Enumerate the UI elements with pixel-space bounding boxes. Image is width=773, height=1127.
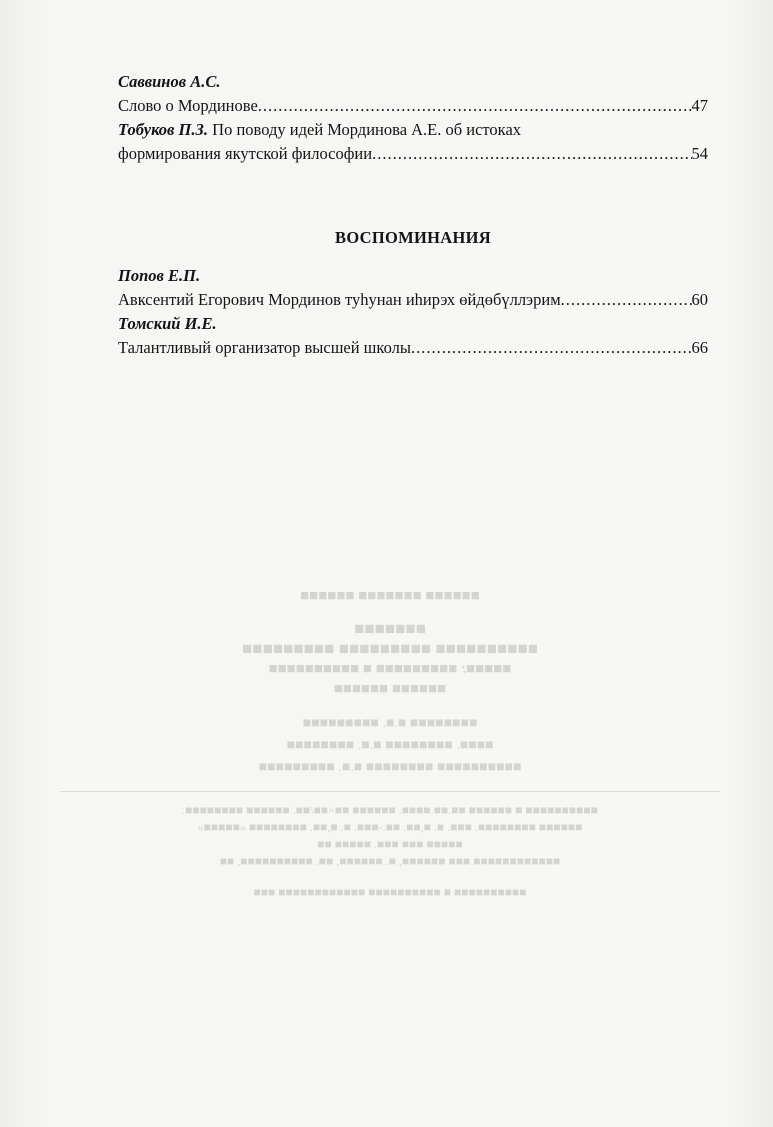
toc-author: Саввинов А.С. xyxy=(118,72,221,91)
leader-dots xyxy=(372,142,691,166)
toc-entry-title: Талантливый организатор высшей школы xyxy=(118,338,411,357)
toc-entry-continuation xyxy=(118,142,708,166)
toc-page-number: 66 xyxy=(691,338,708,357)
toc-entry-title: формирования якутской философии xyxy=(118,144,373,163)
toc-entry-title: Авксентий Егорович Мординов туһунан иһирэх өйдөбүллэрим xyxy=(118,290,561,309)
toc-page-number: 60 xyxy=(691,290,708,309)
toc-entry xyxy=(118,118,708,142)
toc-author: Томский И.Е. xyxy=(118,314,217,333)
bleed-through-texture: ■■■■■■ ■■■■■■■ ■■■■■■ ■■■■■■■ ■■■■■■■■■■ ■■■■■■■■■ ■■■■■■■■■ ■■■■■: ■■■■■■■■■ ■ ■■■■■■■■■■ ■■■■■■ ■■■■■■ ■■■■■■■■ ■.■. ■■■■■■■■■ ■■■■. ■■■■■■■■ ■.■. ■■■■■■■■ ■■■■■■■■■■ ■■■■■■■■ ■.■. ■■■■■■■■■ ■■■■■■■■■■ ■ ■■■■■■ ■■.■■.■■■■. ■■■■■■ ■■×■■/■■. ■■■■■■ ■■■■■■■■. ■■■■■■ ■■■■■■■■. ■■■. ■. ■,■■. ■■.-■■■. ■. ■,■■. ■■■■■■■■ «■■■■■» ■■■■■ ■■■ ■■■. ■■■■■ ■■ ■■■■■■■■■■■■ ■■■ ■■■■■■, ■. ■■■■■■, ■■. ■■■■■■■■■■, ■■ ■■■■■■■■■■ ■ ■■■■■■■■■■ ■■■■■■■■■■■■ ■■■ xyxy=(60,588,720,901)
toc-page-number: 54 xyxy=(691,144,708,163)
toc-page-number: 47 xyxy=(691,96,708,115)
section-heading: ВОСПОМИНАНИЯ xyxy=(335,228,491,247)
toc-entry-title: По поводу идей Мординова А.Е. об истоках xyxy=(208,120,522,139)
toc-author: Попов Е.П. xyxy=(118,266,201,285)
leader-dots xyxy=(411,336,692,360)
toc-entry xyxy=(118,94,708,118)
table-of-contents xyxy=(118,70,708,360)
leader-dots xyxy=(258,94,692,118)
toc-entry xyxy=(118,288,708,312)
toc-entry xyxy=(118,336,708,360)
leader-dots xyxy=(561,288,692,312)
toc-author: Тобуков П.З. xyxy=(118,120,209,139)
toc-entry-title: Слово о Мординове xyxy=(118,96,258,115)
